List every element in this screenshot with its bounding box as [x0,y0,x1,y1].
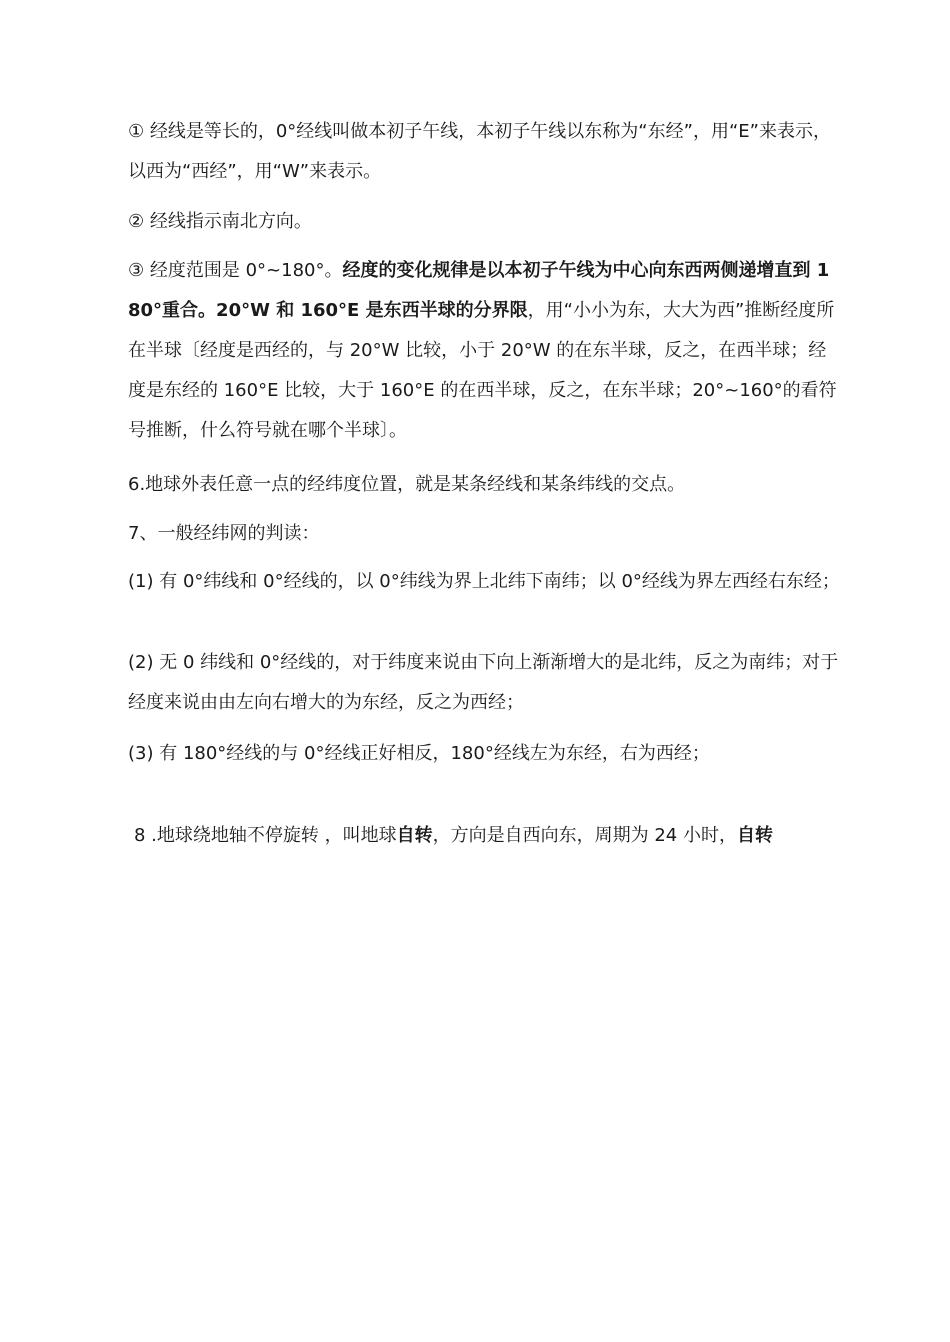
rotation-intro-text: 8 .地球绕地轴不停旋转 ，叫地球 [134,825,397,846]
paragraph-grid-rule-1: (1) 有 0°纬线和 0°经线的，以 0°纬线为界上北纬下南纬；以 0°经线为界左西经右东经； [128,571,840,592]
paragraph-grid-rule-3: (3) 有 180°经线的与 0°经线正好相反，180°经线左为东经，右为西经； [128,743,710,764]
rotation-detail-text: ，方向是自西向东，周期为 24 小时， [432,825,737,846]
paragraph-grid-reading-heading: 7、一般经纬网的判读： [128,523,320,544]
rotation-bold-term-end: 自转 [736,825,773,846]
rotation-bold-term: 自转 [396,825,433,846]
paragraph-coordinate-position: 6.地球外表任意一点的经纬度位置，就是某条经线和某条纬线的交点。 [128,474,686,495]
longitude-range-text: ③ 经度范围是 0°~180°。 [128,260,343,281]
paragraph-earth-rotation [134,816,846,856]
paragraph-meridian-length: ① 经线是等长的，0°经线叫做本初子午线，本初子午线以东称为“东经”，用“E”来表示，以西为“西经”，用“W”来表示。 [128,121,831,182]
paragraph-meridian-direction: ② 经线指示南北方向。 [128,211,312,232]
longitude-rule-bold-text: 经度的变化规律是以本初子午线为中心向东西两侧递增直到 180°重合。20°W 和 160°E 是东西半球的分界限 [128,260,830,321]
paragraph-longitude-range [128,251,840,451]
paragraph-grid-rule-2: (2) 无 0 纬线和 0°经线的，对于纬度来说由下向上渐渐增大的是北纬，反之为南纬；对于经度来说由由左向右增大的为东经，反之为西经； [128,652,839,713]
hemisphere-judgement-text: ，用“小小为东，大大为西”推断经度所在半球〔经度是西经的，与 20°W 比较，小于 20°W 的在东半球，反之，在西半球；经度是东经的 160°E 比较，大于 160°E 的在西半球，反之，在东半球；20°~160°的看符号推断，什么符号就在哪个半球〕。 [128,300,837,441]
